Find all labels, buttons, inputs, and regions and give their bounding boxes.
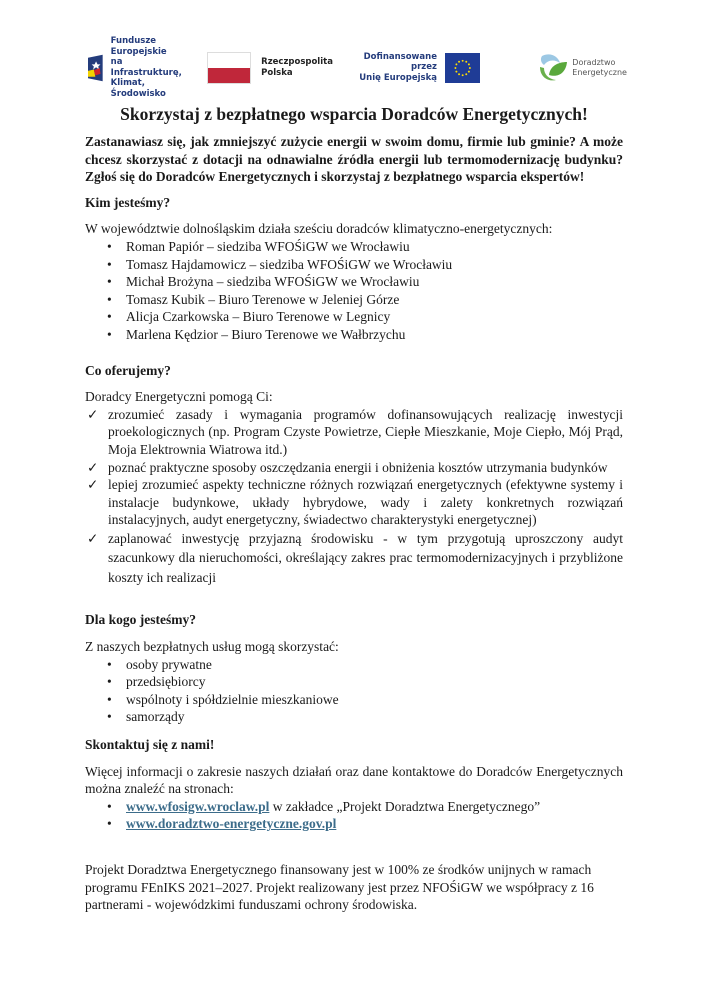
audience-list [85, 656, 623, 726]
eu-star-icon [465, 73, 467, 75]
eu-cofinancing-logo [355, 52, 480, 84]
eu-star-icon [469, 67, 471, 69]
bullet-icon: • [107, 291, 112, 307]
list-item: • osoby prywatne [107, 656, 212, 672]
eu-line-2: Unię Europejską [359, 72, 437, 83]
bullet-icon: • [107, 691, 112, 707]
eu-star-icon [462, 59, 464, 61]
offer-intro: Doradcy Energetyczni pomogą Ci: [85, 389, 273, 405]
section-heading-audience: Dla kogo jesteśmy? [85, 612, 196, 628]
section-heading-offer: Co oferujemy? [85, 362, 171, 378]
eu-star-icon [458, 73, 460, 75]
eu-line-1: Dofinansowane przez [363, 51, 437, 73]
de-line-2: Energetyczne [572, 67, 627, 77]
bullet-icon: • [107, 326, 112, 342]
list-item: • Tomasz Kubik – Biuro Terenowe w Jeleniej Górze [107, 291, 400, 307]
bullet-icon: • [107, 709, 112, 725]
bullet-icon: • [107, 674, 112, 690]
fundusze-europejskie-logo [88, 36, 187, 99]
bullet-icon: • [107, 798, 112, 814]
advisor-list [85, 238, 623, 344]
lead-paragraph: Zastanawiasz się, jak zmniejszyć zużycie energii w swoim domu, firmie lub gminie? A może chcesz skorzystać z dotacji na odnawialne źródła energii lub termomodernizację budynku? Zgłoś się do Doradców Energetycznych i skorzystaj z bezpłatnego wsparcia ekspertów! [85, 134, 623, 185]
list-item: • Tomasz Hajdamowicz – siedziba WFOŚiGW we Wrocławiu [107, 256, 453, 272]
rzeczpospolita-logo [207, 52, 333, 84]
checkmark-icon: ✓ [87, 459, 99, 475]
section-heading-who: Kim jesteśmy? [85, 194, 171, 210]
section-heading-contact: Skontaktuj się z nami! [85, 736, 215, 752]
fe-star-icon [88, 50, 103, 86]
eu-star-icon [458, 60, 460, 62]
checkmark-icon: ✓ [87, 406, 99, 422]
logo-bar [88, 36, 627, 99]
bullet-icon: • [107, 238, 112, 254]
eu-star-icon [468, 70, 470, 72]
eu-star-icon [468, 63, 470, 65]
list-item: • przedsiębiorcy [107, 674, 206, 690]
eu-star-icon [465, 60, 467, 62]
bullet-icon: • [107, 274, 112, 290]
eu-star-icon [455, 63, 457, 65]
bullet-icon: • [107, 656, 112, 672]
list-item: ✓ lepiej zrozumieć aspekty techniczne różnych rozwiązań energetycznych (efektywne systemy i instalacje budynkowe, układy hybrydowe, wady i zalety konkretnych rozwiązań instalacyjnych, audyt energetyczny, świadectwo charakterystyki energetycznej) [87, 477, 623, 528]
page-title: Skorzystaj z bezpłatnego wsparcia Doradców Energetycznych! [120, 104, 588, 124]
list-item: ✓ zrozumieć zasady i wymagania programów dofinansowujących realizację inwestycji proekologicznych (np. Program Czyste Powietrze, Ciepłe Mieszkanie, Moje Ciepło, Mój Prąd, Moja Elektrownia Wiatrowa itd.) [87, 406, 623, 457]
list-item: • Marlena Kędzior – Biuro Terenowe we Wałbrzychu [107, 326, 406, 342]
checkmark-icon: ✓ [87, 477, 99, 493]
list-item [85, 815, 623, 833]
document-body [85, 103, 623, 833]
checkmark-icon: ✓ [87, 530, 99, 546]
eu-star-icon [455, 70, 457, 72]
funding-note: Projekt Doradztwa Energetycznego finansowany jest w 100% ze środków unijnych w ramach programu FEnIKS 2021–2027. Projekt realizowany jest przez NFOŚiGW we współpracy z 16 partnerami - wojewódzkimi funduszami ochrony środowiska. [85, 862, 594, 913]
leaf-icon [536, 53, 568, 83]
bullet-icon: • [107, 256, 112, 272]
contact-intro: Więcej informacji o zakresie naszych działań oraz dane kontaktowe do Doradców Energetycznych można znaleźć na stronach: [85, 763, 623, 797]
list-item: • samorządy [107, 709, 185, 725]
list-item: • Michał Brożyna – siedziba WFOŚiGW we Wrocławiu [107, 274, 420, 290]
eu-star-icon [462, 74, 464, 76]
who-intro: W województwie dolnośląskim działa sześciu doradców klimatyczno-energetycznych: [85, 221, 553, 237]
list-item: • Alicja Czarkowska – Biuro Terenowe w Legnicy [107, 309, 391, 325]
contact-links [85, 798, 623, 833]
bullet-icon: • [107, 309, 112, 325]
eu-flag-icon [445, 53, 480, 83]
list-item [85, 798, 623, 816]
list-item: ✓ poznać praktyczne sposoby oszczędzania energii i obniżenia kosztów utrzymania budynków [87, 459, 608, 475]
list-item: • Roman Papiór – siedziba WFOŚiGW we Wrocławiu [107, 238, 410, 254]
fe-line-2: na Infrastrukturę, [110, 57, 182, 78]
list-item: ✓ zaplanować inwestycję przyjazną środowisku - w tym przygotują uproszczony audyt szacunkowy dla nieruchomości, określający zakres prac termomodernizacyjnych i przybliżone koszty ich realizacji [87, 530, 623, 585]
audience-intro: Z naszych bezpłatnych usług mogą skorzystać: [85, 638, 339, 654]
rp-line-2: Polska [261, 67, 293, 78]
doradztwo-energetyczne-logo [536, 53, 627, 83]
eu-star-icon [454, 67, 456, 69]
offer-list [85, 406, 623, 588]
de-line-1: Doradztwo [572, 57, 616, 67]
doradztwo-link[interactable]: www.doradztwo-energetyczne.gov.pl [126, 816, 337, 832]
fe-line-3: Klimat, Środowisko [110, 78, 166, 99]
wfosigw-link[interactable]: www.wfosigw.wroclaw.pl [126, 798, 270, 814]
bullet-icon: • [107, 816, 112, 832]
polish-flag-icon [207, 52, 251, 84]
list-item: • wspólnoty i spółdzielnie mieszkaniowe [107, 691, 339, 707]
rp-line-1: Rzeczpospolita [261, 57, 333, 67]
link1-suffix: w zakładce „Projekt Doradztwa Energetycznego” [269, 798, 541, 814]
fe-line-1: Fundusze Europejskie [110, 36, 167, 57]
